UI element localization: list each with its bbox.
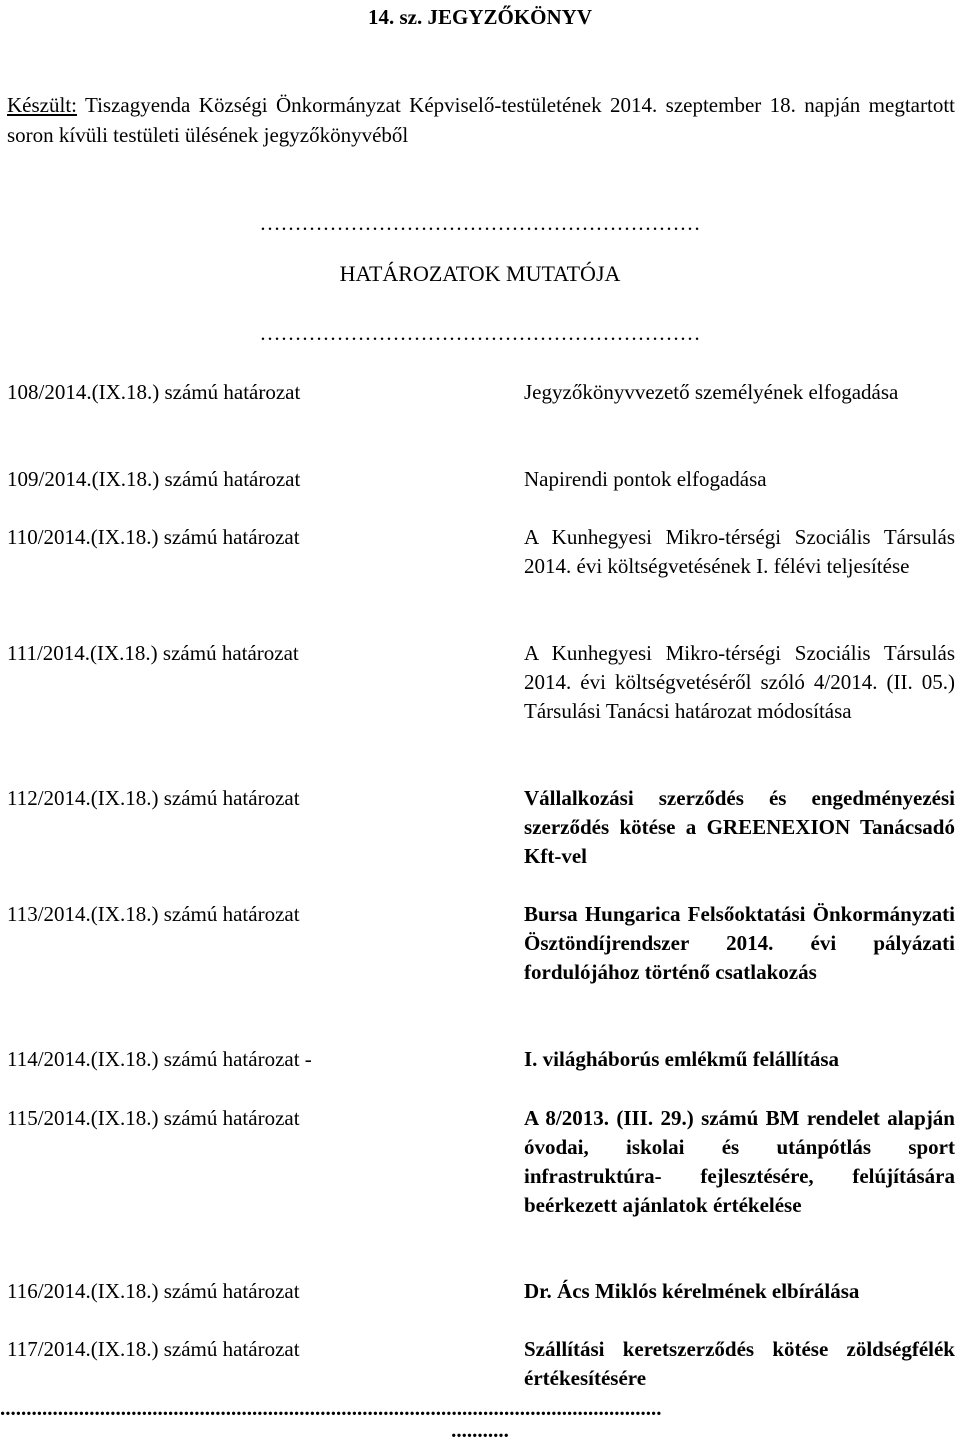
- resolution-id: 115/2014.(IX.18.) számú határozat: [7, 1106, 300, 1130]
- trailing-dots-line: ..............................................................................................................................: [0, 1398, 662, 1418]
- resolution-subject: Vállalkozási szerződés és engedményezési szerződés kötése a GREENEXION Tanácsadó Kft-vel: [524, 786, 955, 868]
- resolution-subject: Bursa Hungarica Felsőoktatási Önkormányzati Ösztöndíjrendszer 2014. évi pályázati fordulójához történő csatlakozás: [524, 902, 955, 984]
- intro-paragraph: [7, 90, 955, 150]
- resolution-id: 113/2014.(IX.18.) számú határozat: [7, 902, 300, 926]
- trailing-dots-end: ...........: [451, 1420, 509, 1440]
- resolution-id: 111/2014.(IX.18.) számú határozat: [7, 641, 299, 665]
- resolution-subject: Jegyzőkönyvvezető személyének elfogadása: [524, 380, 899, 404]
- intro-lead: Készült:: [7, 93, 77, 117]
- separator-top: ………………………………………………………: [259, 211, 701, 235]
- resolution-subject: Szállítási keretszerződés kötése zöldségfélék értékesítésére: [524, 1337, 955, 1390]
- resolution-id: 116/2014.(IX.18.) számú határozat: [7, 1279, 300, 1303]
- resolution-id: 109/2014.(IX.18.) számú határozat: [7, 467, 301, 491]
- resolution-id: 110/2014.(IX.18.) számú határozat: [7, 525, 300, 549]
- resolution-subject: A Kunhegyesi Mikro-térségi Szociális Társulás 2014. évi költségvetésének I. félévi teljesítése: [524, 525, 955, 578]
- resolution-subject: Dr. Ács Miklós kérelmének elbírálása: [524, 1279, 860, 1303]
- document-title: 14. sz. JEGYZŐKÖNYV: [367, 5, 592, 29]
- resolution-id: 114/2014.(IX.18.) számú határozat -: [7, 1047, 312, 1071]
- resolution-subject: A Kunhegyesi Mikro-térségi Szociális Társulás 2014. évi költségvetéséről szóló 4/2014. (II. 05.) Társulási Tanácsi határozat módosítása: [524, 641, 955, 723]
- intro-text: Tiszagyenda Községi Önkormányzat Képviselő-testületének 2014. szeptember 18. napján megtartott soron kívüli testületi ülésének jegyzőkönyvéből: [7, 93, 955, 147]
- resolution-id: 108/2014.(IX.18.) számú határozat: [7, 380, 301, 404]
- resolution-id: 112/2014.(IX.18.) számú határozat: [7, 786, 300, 810]
- separator-mid: ………………………………………………………: [259, 321, 701, 345]
- resolution-subject: Napirendi pontok elfogadása: [524, 467, 767, 491]
- resolution-subject: I. világháborús emlékmű felállítása: [524, 1047, 840, 1071]
- index-title: HATÁROZATOK MUTATÓJA: [339, 261, 621, 286]
- resolution-subject: A 8/2013. (III. 29.) számú BM rendelet alapján óvodai, iskolai és utánpótlás sport infrastruktúra- fejlesztésére, felújítására beérkezett ajánlatok értékelése: [524, 1106, 955, 1217]
- resolution-id: 117/2014.(IX.18.) számú határozat: [7, 1337, 300, 1361]
